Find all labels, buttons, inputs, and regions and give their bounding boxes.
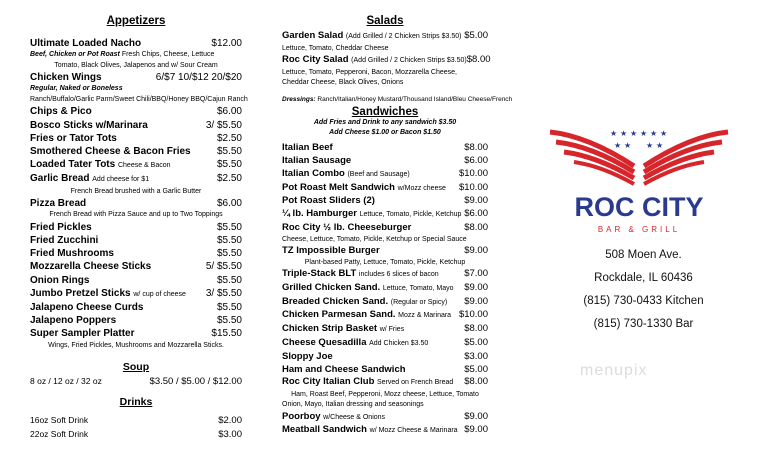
menu-item-name: Chicken Parmesan Sand.	[282, 309, 396, 321]
menu-item-left	[282, 282, 454, 296]
menu-item-price: $9.00	[464, 281, 488, 293]
menu-item-note: (Regular or Spicy)	[390, 298, 448, 306]
menu-item-left	[282, 30, 461, 44]
description-text: Onion, Mayo, Italian dressing and seasonings	[282, 401, 424, 409]
menu-item	[30, 145, 242, 158]
menu-item	[282, 30, 488, 44]
menu-item-description	[282, 258, 488, 268]
svg-text:★: ★	[614, 141, 622, 150]
menu-item-left	[30, 71, 102, 84]
menu-item-name: Chips & Pico	[30, 106, 92, 118]
soup-title: Soup	[122, 361, 150, 374]
svg-text:★: ★	[620, 129, 628, 138]
menupix-watermark: menupix	[580, 362, 648, 379]
menu-item-left	[282, 268, 439, 282]
menu-item-note: Mozz & Marinara	[398, 312, 452, 320]
menu-item-note: Cheese & Bacon	[117, 162, 171, 170]
menu-item-price: $5.50	[216, 315, 242, 327]
description-text: Fresh Chips, Cheese, Lettuce	[121, 51, 215, 59]
menu-item-name: Breaded Chicken Sand.	[282, 295, 389, 307]
menu-item-price: $5.50	[216, 221, 242, 233]
drink-price: $2.00	[218, 415, 242, 427]
menu-item-left	[30, 158, 171, 172]
menu-item-name: Sloppy Joe	[282, 350, 333, 362]
soup-row	[30, 375, 242, 388]
menu-item-left	[282, 424, 458, 438]
description-text: Plant-based Patty, Lettuce, Tomato, Pickle, Ketchup	[304, 258, 466, 266]
menu-item-price: $5.50	[216, 302, 242, 314]
description-text: Ranch/Buffalo/Garlic Parm/Sweet Chili/BBQ/Honey BBQ/Cajun Ranch	[30, 95, 248, 103]
menu-item-description	[282, 44, 488, 54]
menu-item-left	[282, 296, 447, 310]
menu-item-name: Italian Combo	[282, 167, 345, 179]
salads-title: Salads	[366, 15, 404, 27]
drink-price: $3.00	[218, 428, 242, 440]
menu-item	[282, 54, 491, 68]
menu-item-left	[282, 323, 404, 337]
menu-item	[30, 234, 242, 247]
menu-item-left	[282, 337, 428, 351]
sandwich-note: Add Cheese $1.00 or Bacon $1.50	[329, 129, 441, 137]
menu-item-left	[282, 376, 453, 390]
menu-item-price: $10.00	[458, 309, 488, 321]
menu-item	[282, 245, 488, 258]
menu-item-left	[282, 309, 451, 323]
menu-item-name: Super Sampler Platter	[30, 328, 135, 340]
menu-item-left	[30, 221, 92, 234]
menu-item-price: $15.50	[211, 328, 242, 340]
menu-item-note: Add Chicken $3.50	[369, 339, 429, 347]
description-text: Lettuce, Tomato, Pepperoni, Bacon, Mozzarella Cheese,	[282, 68, 457, 76]
menu-item-name: Poorboy	[282, 410, 321, 422]
menu-item-price: $3.00	[464, 350, 488, 362]
menu-item	[282, 364, 488, 377]
menu-item-left	[282, 54, 467, 68]
menu-item	[30, 105, 242, 118]
menu-item-name: Italian Sausage	[282, 155, 352, 166]
phone-kitchen: (815) 730-0433 Kitchen	[583, 295, 704, 307]
menu-item-left	[30, 132, 117, 145]
menu-item-description	[30, 50, 242, 61]
menu-item-name: Pot Roast Sliders (2)	[282, 195, 375, 207]
menu-item	[30, 287, 242, 301]
menu-item-price: $8.00	[464, 221, 488, 233]
menu-item-price: $9.00	[464, 244, 488, 256]
description-text: Lettuce, Tomato, Cheddar Cheese	[282, 44, 389, 52]
menu-item-description	[282, 390, 488, 400]
menu-item	[282, 182, 488, 196]
menu-item-note: (Beef and Sausage)	[347, 170, 410, 178]
description-text: Cheddar Cheese, Black Olives, Onions	[282, 79, 404, 86]
menu-item-name: Onion Rings	[30, 274, 90, 286]
menu-item-name: Cheese Quesadilla	[282, 336, 367, 348]
phone-bar: (815) 730-1330 Bar	[593, 318, 694, 330]
menu-item-left	[30, 327, 134, 340]
menu-item-price: $2.50	[216, 173, 242, 185]
menu-item-description	[282, 68, 488, 78]
menu-item-name: Fried Mushrooms	[30, 248, 114, 260]
description-emphasis: Beef, Chicken or Pot Roast	[30, 51, 120, 59]
menu-item-price: $8.00	[464, 323, 488, 335]
menu-item-price: $5.00	[464, 30, 488, 41]
dressings-line	[282, 96, 513, 104]
menu-item-name: Fried Pickles	[30, 221, 92, 233]
menu-item-left	[30, 287, 186, 301]
sandwich-note: Add Fries and Drink to any sandwich $3.50	[313, 119, 457, 127]
salads-list	[282, 30, 491, 88]
drinks-title: Drinks	[119, 396, 153, 409]
menu-item	[282, 296, 488, 310]
menu-item-left	[282, 351, 333, 364]
logo-title: ROC CITY	[574, 192, 704, 222]
menu-item	[30, 158, 242, 172]
dressings-label: Dressings:	[282, 96, 316, 104]
menu-item-name: Roc City Italian Club	[282, 376, 375, 388]
menu-item-name: Fried Zucchini	[30, 235, 99, 247]
contact-info	[520, 244, 767, 336]
menu-item-price: 3/ $5.50	[205, 287, 242, 299]
menu-item	[282, 309, 488, 323]
menu-item-left	[282, 142, 333, 155]
menu-item	[282, 222, 488, 235]
menu-item	[30, 37, 242, 50]
star-icons	[610, 129, 667, 150]
menu-item-price: $8.00	[464, 376, 488, 388]
menu-item-name: Meatball Sandwich	[282, 424, 367, 436]
menu-item-price: $5.50	[216, 159, 242, 171]
menu-item-left	[30, 247, 114, 260]
menu-item-name: Jalapeno Cheese Curds	[30, 302, 144, 314]
menu-item-description	[30, 95, 248, 106]
menu-item-name: TZ Impossible Burger	[282, 244, 380, 256]
menu-item	[282, 208, 488, 222]
menu-item-name: Fries or Tator Tots	[30, 132, 117, 144]
sandwiches-title: Sandwiches	[351, 106, 419, 119]
menu-item	[282, 337, 488, 351]
menu-item-price: $2.50	[216, 132, 242, 144]
drink-item	[30, 414, 242, 427]
svg-text:★: ★	[624, 141, 632, 150]
menu-item-description	[30, 187, 242, 198]
drinks-list	[30, 414, 242, 440]
description-text: French Bread with Pizza Sauce and up to Two Toppings	[49, 211, 223, 219]
menu-item-price: $5.50	[216, 248, 242, 260]
menu-item-note: Lettuce, Tomato, Pickle, Ketchup	[359, 211, 462, 219]
description-text: Wings, Fried Pickles, Mushrooms and Mozzarella Sticks.	[48, 341, 224, 349]
drink-name: 22oz Soft Drink	[30, 428, 89, 439]
menu-item-note: Add cheese for $1	[92, 176, 150, 184]
menu-item-price: $12.00	[211, 38, 242, 49]
svg-text:★: ★	[630, 129, 638, 138]
description-text: Ham, Roast Beef, Pepperoni, Mozz cheese, Lettuce, Tomato	[291, 391, 479, 399]
menu-item-note: w/Mozz cheese	[397, 184, 446, 192]
menu-item-price: $5.50	[216, 274, 242, 286]
menu-item-price: $5.00	[464, 363, 488, 375]
menu-item	[282, 155, 488, 168]
menu-item	[282, 376, 488, 390]
menu-item-note: w/ cup of cheese	[133, 290, 186, 298]
menu-item	[282, 323, 488, 337]
menu-item-left	[282, 222, 411, 235]
menu-item-note: w/ Mozz Cheese & Marinara	[369, 427, 458, 435]
menu-item-description	[30, 210, 242, 221]
menu-item-left	[30, 301, 143, 314]
menu-item-description	[282, 78, 488, 88]
menu-item	[282, 411, 488, 425]
menu-item	[282, 351, 488, 364]
menu-item-price: $9.00	[464, 195, 488, 207]
drink-item	[30, 428, 242, 441]
menu-item-price: $5.50	[216, 235, 242, 247]
menu-item	[30, 197, 242, 210]
svg-text:★: ★	[610, 129, 618, 138]
menu-item-name: Roc City ½ lb. Cheeseburger	[282, 221, 412, 233]
menu-item-price: $5.00	[464, 336, 488, 348]
menu-item-left	[30, 119, 148, 132]
menu-item-left	[30, 234, 98, 247]
menu-item-note: w/ Fries	[379, 326, 405, 334]
menu-item-note: Served on French Bread	[377, 379, 454, 387]
menu-item-name: Smothered Cheese & Bacon Fries	[30, 146, 191, 158]
menu-item-name: Chicken Wings	[30, 72, 102, 84]
svg-text:★: ★	[640, 129, 648, 138]
menu-item-left	[282, 195, 375, 208]
menu-item-price: $6.00	[464, 208, 488, 220]
logo-graphic	[548, 128, 730, 238]
menu-item-left	[282, 245, 380, 258]
menu-item-left	[282, 208, 461, 222]
menu-item-description	[30, 341, 242, 352]
logo-subtitle: BAR & GRILL	[597, 225, 681, 234]
menu-item-price: 3/ $5.50	[205, 119, 242, 131]
menu-item-price: 6/$7 10/$12 20/$20	[155, 72, 242, 84]
menu-item-name: Jalapeno Poppers	[30, 315, 117, 327]
menu-item-price: $5.50	[216, 146, 242, 158]
menu-item-left	[282, 411, 385, 425]
menu-item-left	[282, 364, 406, 377]
menu-item-name: Garlic Bread	[30, 173, 90, 185]
menu-item-left	[282, 168, 410, 182]
menu-item-note: w/Cheese & Onions	[323, 413, 386, 421]
drink-name: 16oz Soft Drink	[30, 415, 89, 426]
menu-item-name: Ham and Cheese Sandwich	[282, 363, 406, 375]
menu-item	[30, 314, 242, 327]
soup-sizes: 8 oz / 12 oz / 32 oz	[30, 376, 102, 387]
menu-item-left	[30, 37, 141, 50]
menu-item-price: $8.00	[464, 142, 488, 154]
menu-item	[282, 168, 488, 182]
menu-item-description	[30, 84, 242, 95]
menu-item-name: Ultimate Loaded Nacho	[30, 38, 142, 49]
menu-item	[30, 247, 242, 260]
menu-item	[282, 142, 488, 155]
menu-item-name: Pot Roast Melt Sandwich	[282, 181, 395, 193]
menu-item-left	[30, 145, 191, 158]
menu-item-price: $8.00	[466, 54, 491, 65]
menu-item-name: Chicken Strip Basket	[282, 323, 378, 335]
svg-text:★: ★	[650, 129, 658, 138]
sandwich-notes	[282, 118, 488, 138]
svg-text:★: ★	[646, 141, 654, 150]
left-column	[30, 0, 248, 441]
menu-item-note: includes 6 slices of bacon	[358, 270, 439, 278]
soup-prices: $3.50 / $5.00 / $12.00	[149, 376, 242, 388]
menu-item-name: Pizza Bread	[30, 198, 87, 210]
menu-item	[30, 301, 242, 314]
menu-item-description	[282, 235, 488, 245]
menu-item-note: (Add Grilled / 2 Chicken Strips $3.50)	[351, 57, 467, 64]
menu-item	[30, 119, 242, 132]
menu-item	[282, 268, 488, 282]
menu-item	[30, 327, 242, 340]
menu-item-left	[30, 314, 116, 327]
menu-item-name: Italian Beef	[282, 142, 333, 154]
menu-item-name: Roc City Salad	[282, 54, 349, 65]
dressings-text: Ranch/Italian/Honey Mustard/Thousand Island/Bleu Cheese/French	[317, 96, 513, 104]
description-text: Tomato, Black Olives, Jalapenos and w/ Sour Cream	[54, 61, 218, 69]
menu-item-left	[282, 155, 351, 168]
menu-item	[282, 424, 488, 438]
menu-item-price: $7.00	[464, 267, 488, 279]
menu-item-name: Bosco Sticks w/Marinara	[30, 119, 148, 131]
menu-item-name: Jumbo Pretzel Sticks	[30, 287, 131, 299]
menu-item-name: Grilled Chicken Sand.	[282, 281, 381, 293]
menu-item-left	[30, 105, 92, 118]
menu-item-name: Garden Salad	[282, 30, 344, 41]
menu-item	[282, 282, 488, 296]
menu-item	[282, 195, 488, 208]
menu-item-name: ¼ lb. Hamburger	[282, 208, 357, 220]
address-line-2: Rockdale, IL 60436	[594, 272, 693, 284]
menu-item	[30, 132, 242, 145]
roc-city-logo	[548, 128, 730, 238]
appetizers-title: Appetizers	[106, 15, 166, 27]
menu-item-left	[282, 182, 446, 196]
sandwiches-list	[282, 142, 488, 438]
menu-item-price: $6.00	[216, 106, 242, 118]
menu-item	[30, 71, 242, 84]
menu-item-price: $9.00	[464, 295, 488, 307]
menu-item-name: Mozzarella Cheese Sticks	[30, 261, 152, 273]
address-line-1: 508 Moen Ave.	[605, 249, 682, 261]
menu-item	[30, 172, 242, 186]
menu-item-note: Lettuce, Tomato, Mayo	[382, 284, 454, 292]
middle-column	[282, 0, 513, 438]
menu-item-left	[30, 260, 151, 273]
menu-item-price: $9.00	[464, 410, 488, 422]
menu-item-price: $6.00	[216, 198, 242, 210]
description-text: Cheese, Lettuce, Tomato, Pickle, Ketchup or Special Sauce	[282, 235, 467, 243]
menu-item-left	[30, 197, 86, 210]
svg-text:★: ★	[660, 129, 668, 138]
menu-item-name: Triple-Stack BLT	[282, 267, 357, 279]
menu-item-name: Loaded Tater Tots	[30, 159, 116, 171]
menu-item	[30, 221, 242, 234]
menu-item-price: $6.00	[464, 155, 488, 166]
menu-item-description	[282, 400, 488, 410]
appetizers-list	[30, 37, 248, 351]
description-emphasis: Regular, Naked or Boneless	[30, 85, 123, 93]
menu-item-price: 5/ $5.50	[205, 261, 242, 273]
menu-item-left	[30, 274, 89, 287]
menu-item	[30, 274, 242, 287]
svg-text:★: ★	[656, 141, 664, 150]
menu-item-left	[30, 172, 149, 186]
menu-item-note: (Add Grilled / 2 Chicken Strips $3.50)	[345, 33, 462, 40]
description-text: French Bread brushed with a Garlic Butter	[70, 187, 202, 195]
menu-item-description	[30, 61, 242, 72]
menu-item-price: $10.00	[458, 181, 488, 193]
menu-item	[30, 260, 242, 273]
menu-item-price: $9.00	[464, 424, 488, 436]
menu-item-price: $10.00	[458, 167, 488, 179]
